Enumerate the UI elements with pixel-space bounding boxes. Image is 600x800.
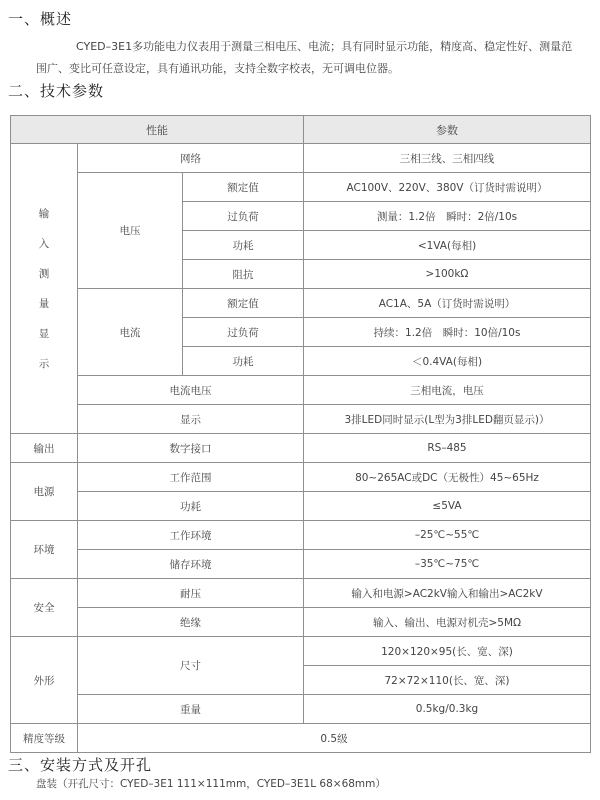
table-row — [11, 434, 591, 463]
table-row — [11, 463, 591, 492]
value-voltage-rated: AC100V、220V、380V（订货时需说明） — [304, 173, 591, 202]
value-display: 3排LED同时显示(L型为3排LED翻页显示)） — [304, 405, 591, 434]
value-current-voltage: 三相电流，电压 — [304, 376, 591, 405]
label-current-voltage: 电流电压 — [78, 376, 304, 405]
value-insulation: 输入、输出、电源对机壳>5MΩ — [304, 608, 591, 637]
label-current-overload: 过负荷 — [183, 318, 304, 347]
label-output: 输出 — [11, 434, 78, 463]
label-voltage-rated: 额定值 — [183, 173, 304, 202]
install-note: 盘装（开孔尺寸：CYED–3E1 111×111mm，CYED–3E1L 68×68mm） — [36, 778, 386, 790]
section-title-specs: 二、技术参数 — [8, 82, 105, 100]
label-power-consumption: 功耗 — [78, 492, 304, 521]
label-env-operating: 工作环境 — [78, 521, 304, 550]
label-voltage-impedance: 阻抗 — [183, 260, 304, 289]
value-current-overload: 持续：1.2倍 瞬时：10倍/10s — [304, 318, 591, 347]
label-size: 尺寸 — [78, 637, 304, 695]
table-row — [11, 376, 591, 405]
section-title-install: 三、安装方式及开孔 — [8, 756, 153, 774]
spec-table — [10, 115, 591, 753]
table-row — [11, 173, 591, 202]
table-row — [11, 608, 591, 637]
label-withstand-voltage: 耐压 — [78, 579, 304, 608]
label-environment: 环境 — [11, 521, 78, 579]
table-row — [11, 550, 591, 579]
table-row — [11, 492, 591, 521]
label-voltage-overload: 过负荷 — [183, 202, 304, 231]
value-network: 三相三线、三相四线 — [304, 144, 591, 173]
table-row — [11, 289, 591, 318]
value-power-consumption: ≤5VA — [304, 492, 591, 521]
label-current-rated: 额定值 — [183, 289, 304, 318]
label-insulation: 绝缘 — [78, 608, 304, 637]
label-display: 显示 — [78, 405, 304, 434]
value-weight: 0.5kg/0.3kg — [304, 695, 591, 724]
label-power-supply: 电源 — [11, 463, 78, 521]
value-size-2: 72×72×110(长、宽、深) — [304, 666, 591, 695]
value-env-storage: –35℃~75℃ — [304, 550, 591, 579]
label-accuracy: 精度等级 — [11, 724, 78, 753]
label-current: 电流 — [78, 289, 183, 376]
table-row — [11, 724, 591, 753]
value-power-range: 80~265AC或DC（无极性）45~65Hz — [304, 463, 591, 492]
value-current-rated: AC1A、5A（订货时需说明） — [304, 289, 591, 318]
value-size-1: 120×120×95(长、宽、深) — [304, 637, 591, 666]
label-network: 网络 — [78, 144, 304, 173]
header-params: 参数 — [304, 116, 591, 144]
overview-paragraph-line1: CYED–3E1多功能电力仪表用于测量三相电压、电流；具有同时显示功能，精度高、稳定性好、测量范 — [76, 40, 573, 53]
overview-paragraph-line2: 围广、变比可任意设定，具有通讯功能，支持全数字校表，无可调电位器。 — [36, 62, 399, 75]
table-row — [11, 579, 591, 608]
value-voltage-power: <1VA(每相) — [304, 231, 591, 260]
value-current-power: ＜0.4VA(每相) — [304, 347, 591, 376]
value-voltage-overload: 测量：1.2倍 瞬时：2倍/10s — [304, 202, 591, 231]
group-input-measure-display: 输 入 测 量 显 示 — [11, 144, 78, 434]
value-voltage-impedance: >100kΩ — [304, 260, 591, 289]
value-digital-interface: RS–485 — [304, 434, 591, 463]
label-env-storage: 储存环境 — [78, 550, 304, 579]
value-withstand-voltage: 输入和电源>AC2kV输入和输出>AC2kV — [304, 579, 591, 608]
table-row — [11, 637, 591, 666]
value-env-operating: –25℃~55℃ — [304, 521, 591, 550]
label-voltage-power: 功耗 — [183, 231, 304, 260]
label-safety: 安全 — [11, 579, 78, 637]
label-current-power: 功耗 — [183, 347, 304, 376]
label-shape: 外形 — [11, 637, 78, 724]
value-accuracy: 0.5级 — [78, 724, 591, 753]
table-row — [11, 405, 591, 434]
label-power-range: 工作范围 — [78, 463, 304, 492]
table-row — [11, 144, 591, 173]
header-performance: 性能 — [11, 116, 304, 144]
label-weight: 重量 — [78, 695, 304, 724]
section-title-overview: 一、概述 — [8, 10, 73, 28]
label-digital-interface: 数字接口 — [78, 434, 304, 463]
table-header-row — [11, 116, 591, 144]
label-voltage: 电压 — [78, 173, 183, 289]
table-row — [11, 695, 591, 724]
table-row — [11, 521, 591, 550]
